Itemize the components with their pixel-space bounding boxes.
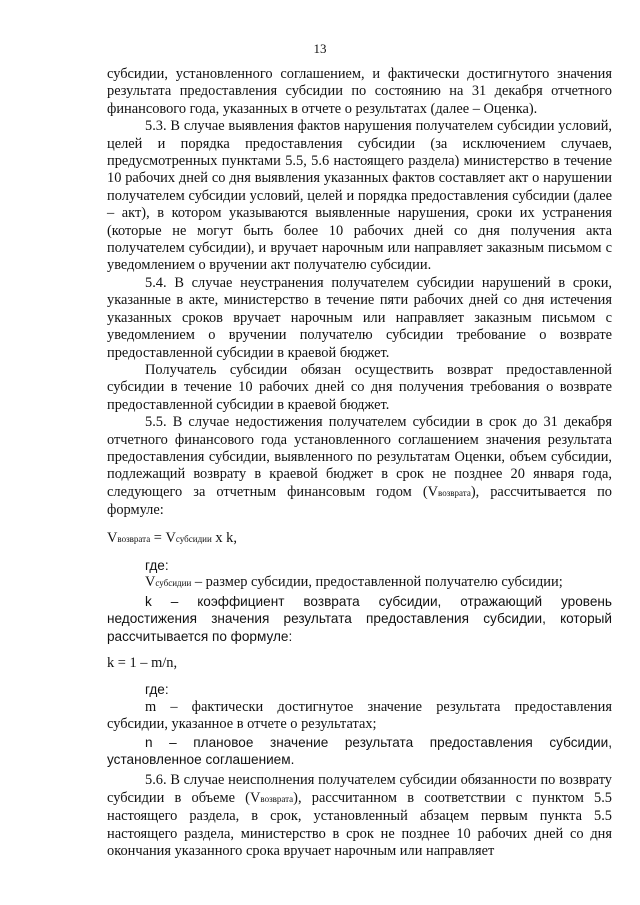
paragraph-5-4: 5.4. В случае неустранения получателем субсидии нарушений в сроки, указанные в акте, министерство в течение пяти рабочих дней со дня истечения указанных сроков вручает нарочным или направляет заказным письмом с уведомлением о вручении получателю субсидии требование о возврате предоставленной субсидии в краевой бюджет. <box>107 274 612 361</box>
page-number: 13 <box>313 41 327 56</box>
paragraph-5-5 <box>107 414 612 519</box>
def-v-letter: V <box>145 574 156 591</box>
p55-text-b: ), рассчитывается по формуле: <box>107 483 612 519</box>
definition-n: n – плановое значение результата предоставления субсидии, установленное соглашением. <box>107 734 612 768</box>
p55-subscript: возврата <box>438 487 471 498</box>
p56-text-b: ), рассчитанном в соответствии с пунктом 5.5 настоящего раздела, в срок, установленный абзацем первым пункта 5.5 настоящего раздела, министерство в срок не позднее 10 рабочих дней со дня окончания указанного срока вручает нарочным или направляет <box>107 789 612 860</box>
definition-m: m – фактически достигнутое значение результата предоставления субсидии, указанное в отчете о результатах; <box>107 698 612 733</box>
formula1-sub-refund: возврата <box>117 533 151 544</box>
where-label-1: где: <box>145 557 169 573</box>
formula1-rest: x k, <box>211 529 237 546</box>
formula-refund-volume <box>107 530 612 548</box>
p56-text-a: 5.6. В случае неисполнения получателем субсидии обязанности по возврату субсидии в объеме (V <box>107 772 612 806</box>
formula1-v: V <box>107 529 118 546</box>
def-v-subscript: субсидии <box>155 578 192 589</box>
definition-v-subsidy <box>107 574 612 592</box>
paragraph-5-3: 5.3. В случае выявления фактов нарушения получателем субсидии условий, целей и порядка предоставления субсидии (за исключением случаев, предусмотренных пунктами 5.5, 5.6 настоящего раздела) министерство в течение 10 рабочих дней со дня выявления указанных фактов составляет акт о нарушении получателем субсидии условий, целей и порядка предоставления субсидии (далее – акт), в котором указываются выявленные нарушения, сроки их устранения (которые не могут быть более 10 рабочих дней со дня получения акта получателем субсидии), и вручает нарочным или направляет заказным письмом с уведомлением о вручении акт получателю субсидии. <box>107 118 612 274</box>
def-v-text: – размер субсидии, предоставленной получателю субсидии; <box>191 574 563 591</box>
paragraph-5-6 <box>107 772 612 860</box>
paragraph-refund-obligation: Получатель субсидии обязан осуществить возврат предоставленной субсидии в течение 10 рабочих дней со дня получения требования о возврате предоставленной субсидии в краевой бюджет. <box>107 361 612 413</box>
formula1-sub-subsidy: субсидии <box>175 533 212 544</box>
where-label-2: где: <box>145 682 169 698</box>
formula-coefficient-k: k = 1 – m/n, <box>107 655 178 671</box>
p56-subscript: возврата <box>260 793 294 804</box>
p55-text-a: 5.5. В случае недостижения получателем субсидии в срок до 31 декабря отчетного финансового года установленного соглашением значения результата предоставления субсидии, выявленного по результатам Оценки, объем субсидии, подлежащий возврату в краевой бюджет в срок не позднее 20 января года, следующего за отчетным финансовым годом (V <box>107 414 612 500</box>
formula1-eq: = V <box>150 529 176 546</box>
definition-k: k – коэффициент возврата субсидии, отражающий уровень недостижения значения результата предоставления субсидии, который рассчитывается по формуле: <box>107 593 612 644</box>
document-body <box>107 66 612 860</box>
paragraph-continuation: субсидии, установленного соглашением, и фактически достигнутого значения результата предоставления субсидии по состоянию на 31 декабря отчетного финансового года, указанных в отчете о результатах (далее – Оценка). <box>107 66 612 117</box>
